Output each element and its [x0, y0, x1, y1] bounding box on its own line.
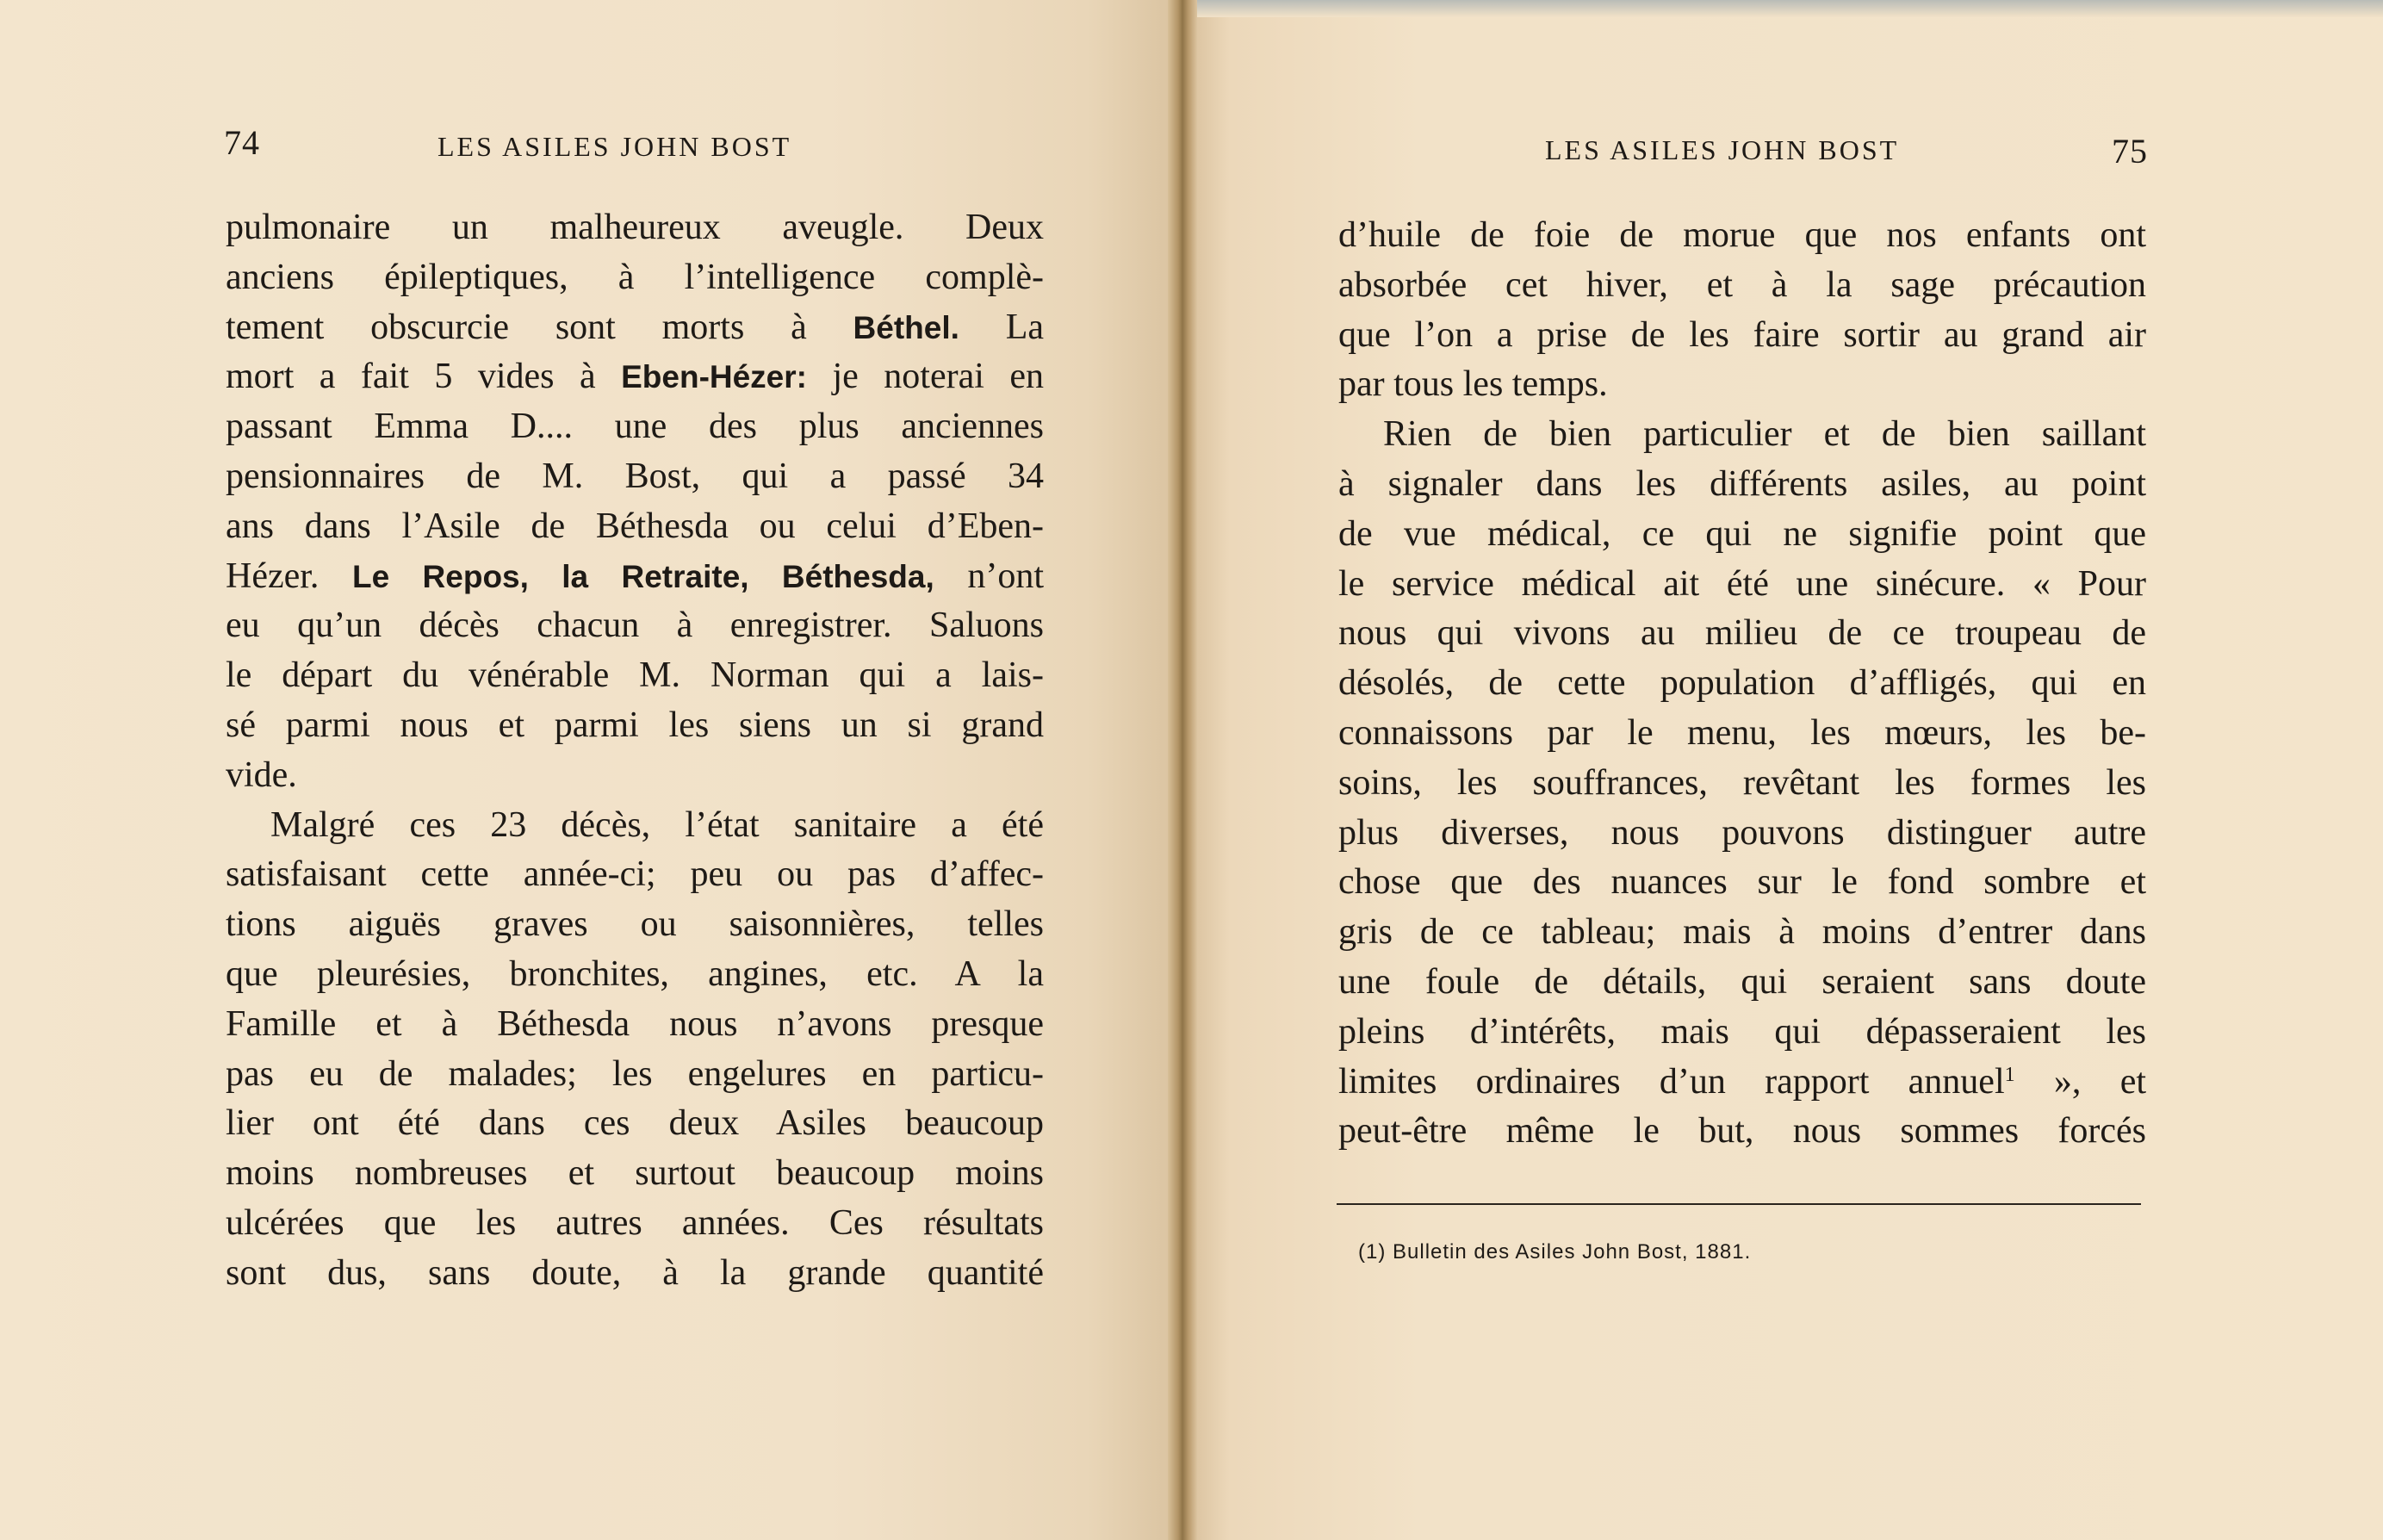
- text-line: satisfaisant cette année-ci; peu ou pas d’affec-: [226, 854, 1044, 895]
- text-line: sont dus, sans doute, à la grande quantité: [226, 1252, 1044, 1293]
- text-line: limites ordinaires d’un rapport annuel$^1$ », et: [1338, 1061, 2146, 1102]
- text-line: lier ont été dans ces deux Asiles beaucoup: [226, 1103, 1044, 1144]
- text-line: vide.: [226, 754, 297, 795]
- footnote: (1) Bulletin des Asiles John Bost, 1881.: [1358, 1240, 1752, 1264]
- running-head: LES ASILES JOHN BOST: [1545, 134, 1900, 165]
- page-number: 74: [224, 123, 260, 162]
- text-line: Hézer. Le Repos, la Retraite, Béthesda, n’ont: [226, 556, 1044, 596]
- text-line: peut-être même le but, nous sommes forcés: [1338, 1111, 2146, 1152]
- text-line: pas eu de malades; les engelures en particu-: [226, 1053, 1044, 1094]
- text-line: Rien de bien particulier et de bien saillant: [1383, 414, 2146, 455]
- text-line: mort a fait 5 vides à Eben-Hézer: je noterai en: [226, 357, 1044, 397]
- footnote-ref: 1: [2004, 1063, 2015, 1086]
- body-text: [226, 203, 1044, 1299]
- footnote-rule: [1337, 1203, 2141, 1205]
- place-name: Eben-Hézer:: [621, 359, 807, 395]
- text-line: ulcérées que les autres années. Ces résultats: [226, 1202, 1044, 1243]
- text-line: que l’on a prise de les faire sortir au grand air: [1338, 314, 2146, 355]
- text-line: eu qu’un décès chacun à enregistrer. Saluons: [226, 605, 1044, 646]
- text-line: pleins d’intérêts, mais qui dépasseraient les: [1338, 1011, 2146, 1052]
- text-line: que pleurésies, bronchites, angines, etc. A la: [226, 953, 1044, 994]
- text-line: gris de ce tableau; mais à moins d’entrer dans: [1338, 912, 2146, 953]
- text-line: d’huile de foie de morue que nos enfants ont: [1338, 215, 2146, 255]
- left-page: [0, 0, 1182, 1540]
- text-line: pensionnaires de M. Bost, qui a passé 34: [226, 456, 1044, 496]
- text-line: anciens épileptiques, à l’intelligence complè-: [226, 257, 1044, 297]
- place-name: Béthel.: [853, 309, 959, 345]
- text-line: passant Emma D.... une des plus anciennes: [226, 407, 1044, 447]
- text-line: le départ du vénérable M. Norman qui a lais-: [226, 655, 1044, 696]
- text-line: pulmonaire un malheureux aveugle. Deux: [226, 208, 1044, 247]
- place-name: Le Repos, la Retraite, Béthesda,: [352, 558, 934, 594]
- text-line: nous qui vivons au milieu de ce troupeau de: [1338, 613, 2146, 654]
- text-line: ans dans l’Asile de Béthesda ou celui d’Eben-: [226, 506, 1044, 546]
- text-line: tement obscurcie sont morts à Béthel. La: [226, 307, 1045, 347]
- text-line: moins nombreuses et surtout beaucoup moins: [226, 1153, 1044, 1194]
- text-line: chose que des nuances sur le fond sombre et: [1338, 862, 2146, 903]
- body-text: [1338, 211, 2146, 1157]
- text-line: par tous les temps.: [1338, 364, 1608, 405]
- text-line: sé parmi nous et parmi les siens un si grand: [226, 705, 1044, 745]
- text-line: le service médical ait été une sinécure. « Pour: [1338, 563, 2146, 604]
- text-line: à signaler dans les différents asiles, au point: [1338, 463, 2146, 504]
- text-line: de vue médical, ce qui ne signifie point que: [1338, 513, 2146, 554]
- text-line: absorbée cet hiver, et à la sage précaution: [1338, 264, 2146, 305]
- text-line: désolés, de cette population d’affligés, qui en: [1338, 663, 2146, 704]
- text-line: Malgré ces 23 décès, l’état sanitaire a été: [270, 804, 1044, 845]
- right-page: [1182, 0, 2383, 1540]
- text-line: plus diverses, nous pouvons distinguer autre: [1338, 812, 2146, 853]
- book-gutter: [1168, 0, 1197, 1540]
- text-line: Famille et à Béthesda nous n’avons presque: [226, 1003, 1044, 1044]
- page-number: 75: [2112, 132, 2148, 171]
- running-head: LES ASILES JOHN BOST: [438, 131, 792, 162]
- text-line: tions aiguës graves ou saisonnières, telles: [226, 904, 1044, 945]
- text-line: une foule de détails, qui seraient sans doute: [1338, 961, 2146, 1002]
- text-line: connaissons par le menu, les mœurs, les be-: [1338, 712, 2146, 753]
- text-line: soins, les souffrances, revêtant les formes les: [1338, 762, 2146, 803]
